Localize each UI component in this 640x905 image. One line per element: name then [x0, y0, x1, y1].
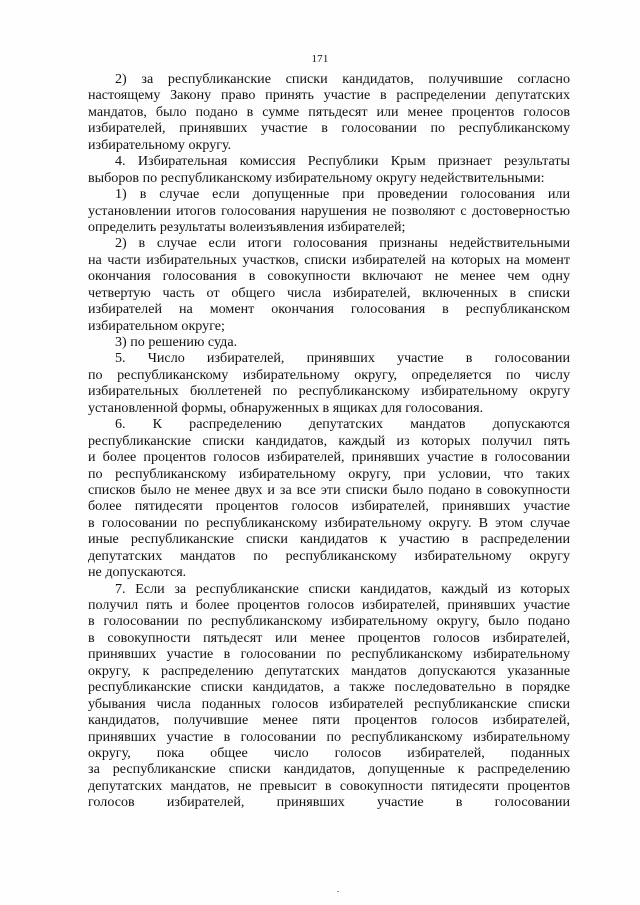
- text-line: депутатских мандатов, не превысит в совокупности пятидесяти процентов: [88, 777, 570, 794]
- text-line: 6. К распределению депутатских мандатов допускаются: [115, 416, 570, 433]
- text-line: принявших участие в голосовании по республиканскому избирательному: [88, 728, 570, 745]
- text-line: выборов по республиканскому избирательному округу недействительными:: [88, 169, 545, 186]
- text-line: списков было не менее двух и за все эти списки было подано в совокупности: [88, 481, 570, 498]
- text-line: окончания голосования в совокупности включают не менее чем одну: [88, 268, 570, 285]
- text-line: убывания числа поданных голосов избирателей республиканские списки: [88, 695, 570, 712]
- text-line: не допускаются.: [88, 564, 187, 581]
- text-line: по республиканскому избирательному округу, определяется по числу: [88, 366, 570, 383]
- text-line: в голосовании по республиканскому избирательному округу. В этом случае: [88, 514, 570, 531]
- text-line: республиканские списки кандидатов, каждый из которых получил пять: [88, 432, 570, 449]
- text-line: избирательному округу.: [88, 136, 232, 153]
- text-line: республиканские списки кандидатов, а также последовательно в порядке: [88, 679, 570, 696]
- text-line: 1) в случае если допущенные при проведении голосования или: [115, 186, 570, 203]
- text-line: 7. Если за республиканские списки кандидатов, каждый из которых: [115, 580, 570, 597]
- text-line: 2) в случае если итоги голосования признаны недействительными: [115, 235, 570, 252]
- text-line: на части избирательных участков, списки избирателей на которых на момент: [88, 251, 570, 268]
- text-line: установленной формы, обнаруженных в ящиках для голосования.: [88, 399, 484, 416]
- scan-artifact: [337, 891, 339, 892]
- text-line: определить результаты волеизъявления избирателей;: [88, 218, 406, 235]
- text-line: 3) по решению суда.: [115, 334, 238, 350]
- text-line: избирательном округе;: [88, 317, 225, 334]
- text-line: 2) за республиканские списки кандидатов, получившие согласно: [115, 71, 570, 87]
- text-line: кандидатов, получившие менее пяти процентов голосов избирателей,: [88, 712, 570, 729]
- text-line: в голосовании по республиканскому избирательному округу, было подано: [88, 613, 570, 630]
- text-line: избирателей, принявших участие в голосовании по республиканскому: [88, 120, 570, 137]
- text-line: по республиканскому избирательному округу, при условии, что таких: [88, 465, 570, 482]
- text-line: 5. Число избирателей, принявших участие в голосовании: [115, 350, 570, 367]
- text-line: принявших участие в голосовании по республиканскому избирательному: [88, 646, 570, 663]
- text-line: голосов избирателей, принявших участие в голосовании: [88, 794, 570, 811]
- text-line: депутатских мандатов по республиканскому избирательному округу: [88, 547, 570, 564]
- text-line: установлении итогов голосования нарушения не позволяют с достоверностью: [88, 202, 570, 219]
- text-line: более пятидесяти процентов голосов избирателей, принявших участие: [88, 498, 570, 515]
- page-number: 171: [311, 53, 329, 65]
- text-line: избирательных бюллетеней по республиканскому избирательному округу: [88, 383, 570, 400]
- text-line: получил пять и более процентов голосов избирателей, принявших участие: [88, 597, 570, 613]
- text-line: за республиканские списки кандидатов, допущенные к распределению: [88, 761, 570, 778]
- text-line: и более процентов голосов избирателей, принявших участие в голосовании: [88, 449, 570, 466]
- text-line: четвертую часть от общего числа избирателей, включенных в списки: [88, 284, 570, 301]
- text-line: 4. Избирательная комиссия Республики Крым признает результаты: [115, 153, 570, 170]
- text-line: округу, к распределению депутатских мандатов допускаются указанные: [88, 662, 570, 679]
- text-line: избирателей на момент окончания голосования в республиканском: [88, 301, 570, 318]
- law-text-body: [88, 71, 570, 811]
- text-line: мандатов, было подано в сумме пятьдесят или менее процентов голосов: [88, 103, 570, 120]
- text-line: округу, пока общее число голосов избирателей, поданных: [88, 744, 570, 761]
- text-line: настоящему Закону право принять участие в распределении депутатских: [88, 87, 570, 104]
- text-line: иные республиканские списки кандидатов к участию в распределении: [88, 531, 570, 548]
- text-line: в совокупности пятьдесят или менее процентов голосов избирателей,: [88, 629, 570, 646]
